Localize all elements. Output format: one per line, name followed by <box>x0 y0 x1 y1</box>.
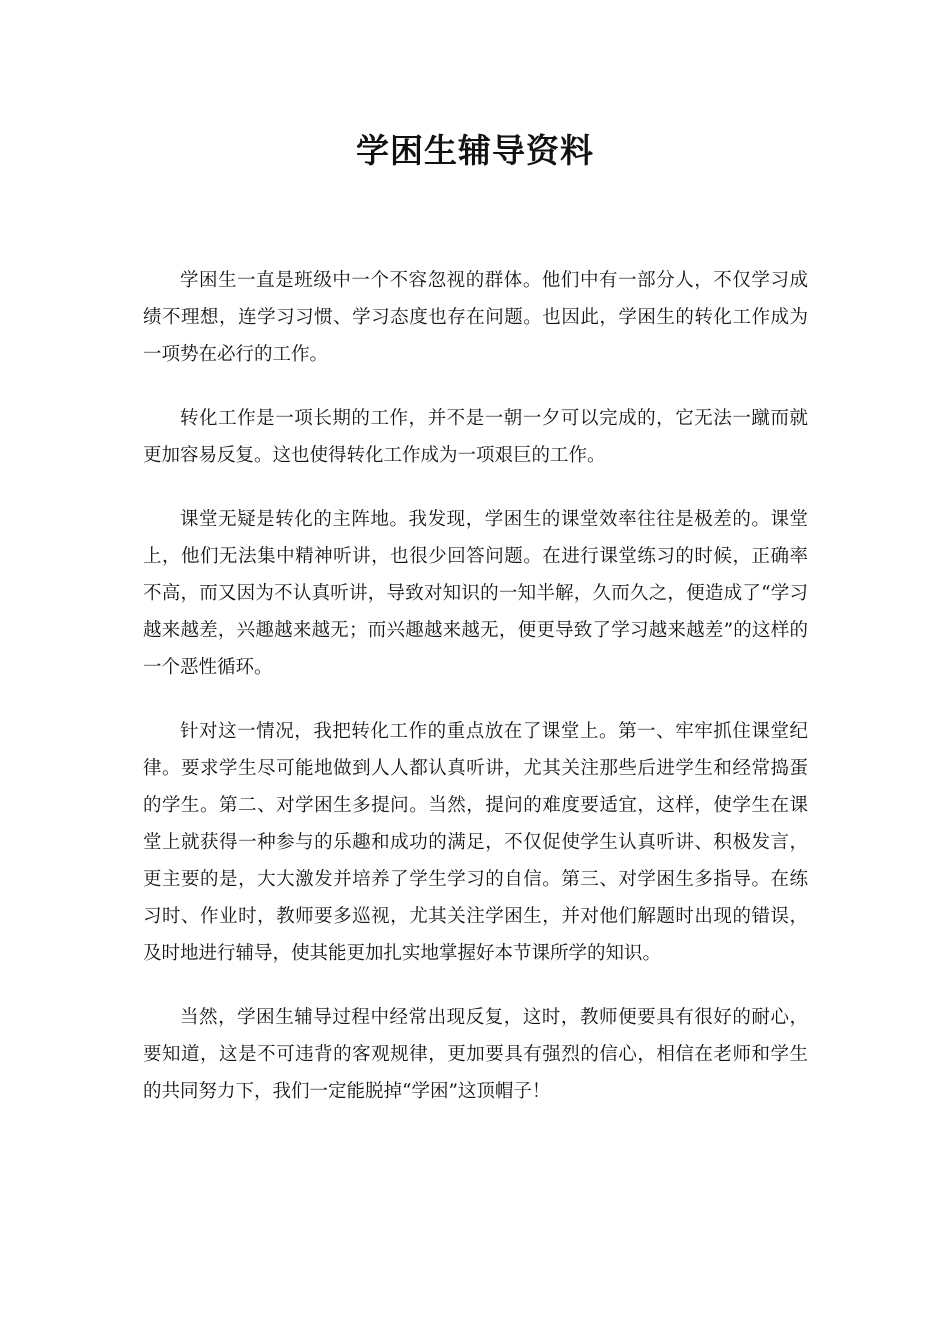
paragraph-1: 学困生一直是班级中一个不容忽视的群体。他们中有一部分人，不仅学习成绩不理想，连学习习惯、学习态度也存在问题。也因此，学困生的转化工作成为一项势在必行的工作。 <box>143 270 808 365</box>
paragraph-3: 课堂无疑是转化的主阵地。我发现，学困生的课堂效率往往是极差的。课堂上，他们无法集中精神听讲，也很少回答问题。在进行课堂练习的时候，正确率不高，而又因为不认真听讲，导致对知识的一知半解，久而久之，便造成了“学习越来越差，兴趣越来越无；而兴趣越来越无，便更导致了学习越来越差”的这样的一个恶性循环。 <box>143 509 808 678</box>
paragraph-5: 当然，学困生辅导过程中经常出现反复，这时，教师便要具有很好的耐心，要知道，这是不可违背的客观规律，更加要具有强烈的信心，相信在老师和学生的共同努力下，我们一定能脱掉“学困”这顶帽子！ <box>143 1007 808 1102</box>
document-title: 学困生辅导资料 <box>356 131 594 170</box>
document-body <box>143 262 808 1137</box>
paragraph-2: 转化工作是一项长期的工作，并不是一朝一夕可以完成的，它无法一蹴而就更加容易反复。这也使得转化工作成为一项艰巨的工作。 <box>143 408 808 466</box>
paragraph-4: 针对这一情况，我把转化工作的重点放在了课堂上。第一、牢牢抓住课堂纪律。要求学生尽可能地做到人人都认真听讲，尤其关注那些后进学生和经常捣蛋的学生。第二、对学困生多提问。当然，提问的难度要适宜，这样，使学生在课堂上就获得一种参与的乐趣和成功的满足，不仅促使学生认真听讲、积极发言，更主要的是，大大激发并培养了学生学习的自信。第三、对学困生多指导。在练习时、作业时，教师要多巡视，尤其关注学困生，并对他们解题时出现的错误，及时地进行辅导，使其能更加扎实地掌握好本节课所学的知识。 <box>143 721 808 964</box>
